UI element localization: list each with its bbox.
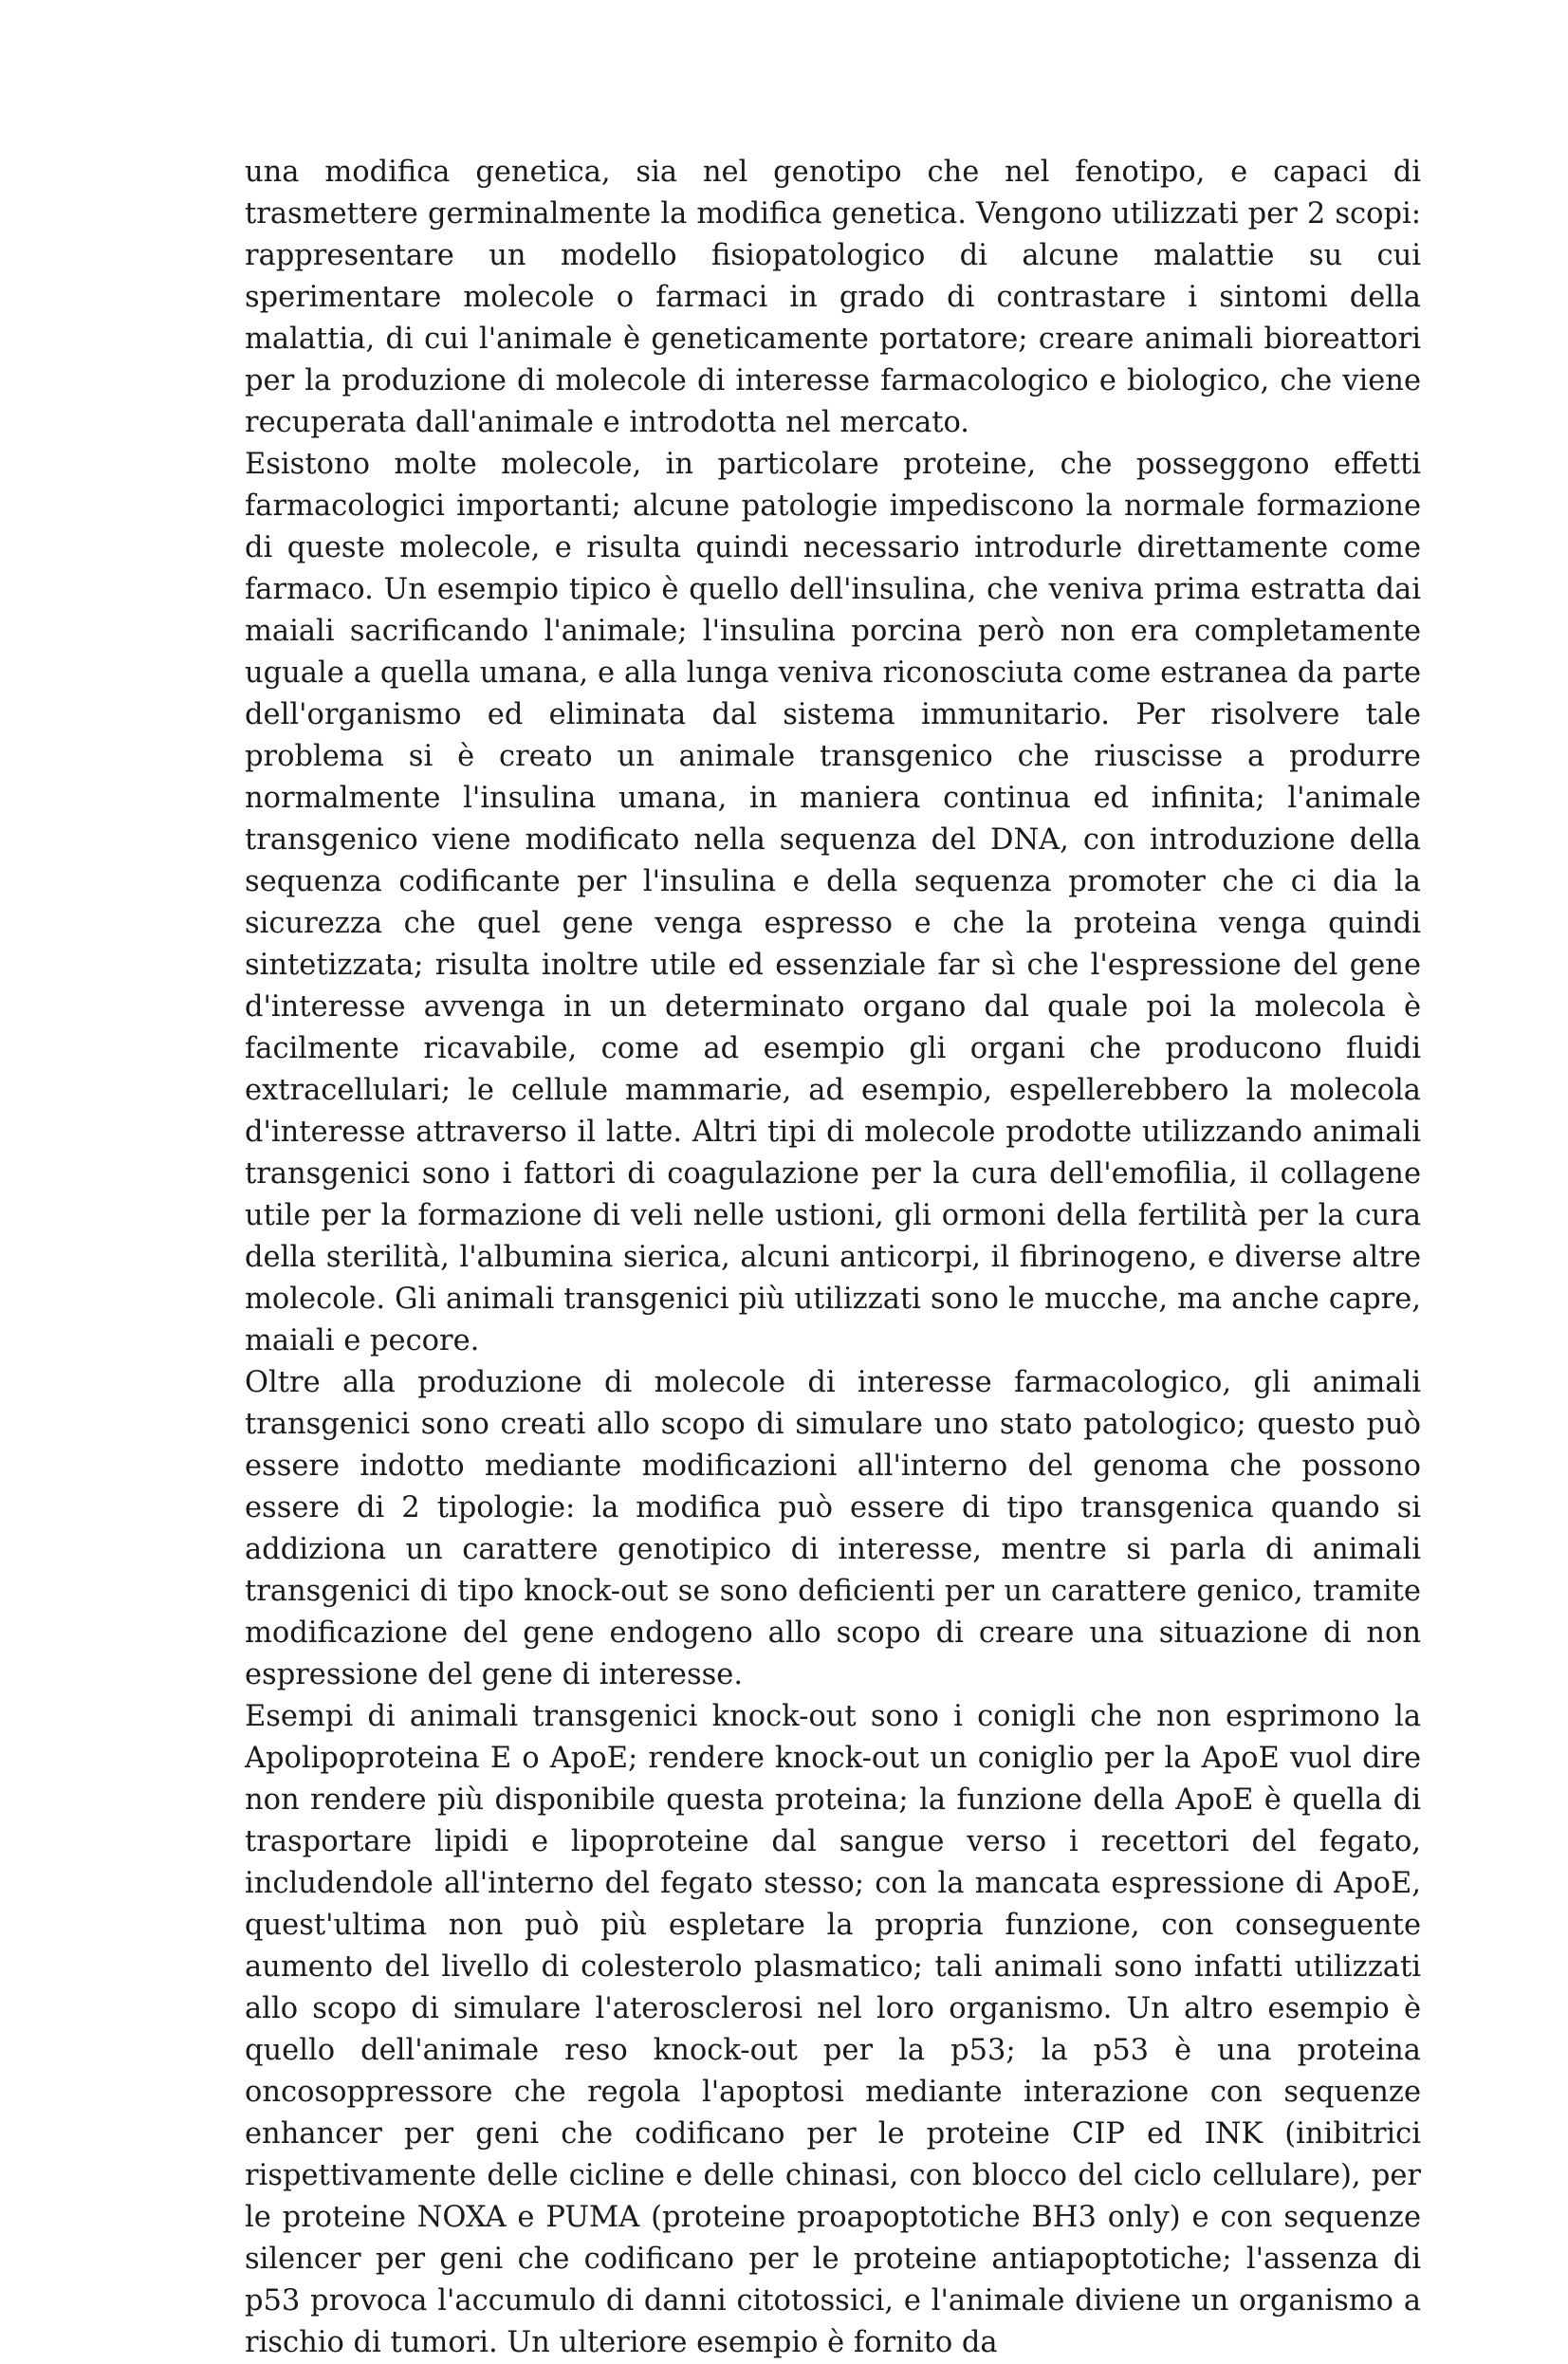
paragraph-3: Oltre alla produzione di molecole di interesse farmacologico, gli animali transgenici sono creati allo scopo di simulare uno stato patologico; questo può essere indotto mediante modificazioni all'interno del genoma che possono essere di 2 tipologie: la modifica può essere di tipo transgenica quando si addiziona un carattere genotipico di interesse, mentre si parla di animali transgenici di tipo knock-out se sono deficienti per un carattere genico, tramite modificazione del gene endogeno allo scopo di creare una situazione di non espressione del gene di interesse.	[245, 1366, 1421, 1691]
paragraph-2: Esistono molte molecole, in particolare proteine, che posseggono effetti farmacologici importanti; alcune patologie impediscono la normale formazione di queste molecole, e risulta quindi necessario introdurle direttamente come farmaco. Un esempio tipico è quello dell'insulina, che veniva prima estratta dai maiali sacrificando l'animale; l'insulina porcina però non era completamente uguale a quella umana, e alla lunga veniva riconosciuta come estranea da parte dell'organismo ed eliminata dal sistema immunitario. Per risolvere tale problema si è creato un animale transgenico che riuscisse a produrre normalmente l'insulina umana, in maniera continua ed infinita; l'animale transgenico viene modificato nella sequenza del DNA, con introduzione della sequenza codificante per l'insulina e della sequenza promoter che ci dia la sicurezza che quel gene venga espresso e che la proteina venga quindi sintetizzata; risulta inoltre utile ed essenziale far sì che l'espressione del gene d'interesse avvenga in un determinato organo dal quale poi la molecola è facilmente ricavabile, come ad esempio gli organi che producono fluidi extracellulari; le cellule mammarie, ad esempio, espellerebbero la molecola d'interesse attraverso il latte. Altri tipi di molecole prodotte utilizzando animali transgenici sono i fattori di coagulazione per la cura dell'emofilia, il collagene utile per la formazione di veli nelle ustioni, gli ormoni della fertilità per la cura della sterilità, l'albumina sierica, alcuni anticorpi, il fibrinogeno, e diverse altre molecole. Gli animali transgenici più utilizzati sono le mucche, ma anche capre, maiali e pecore.	[245, 448, 1421, 1357]
paragraph-1: una modifica genetica, sia nel genotipo che nel fenotipo, e capaci di trasmettere germinalmente la modifica genetica. Vengono utilizzati per 2 scopi: rappresentare un modello fisiopatologico di alcune malattie su cui sperimentare molecole o farmaci in grado di contrastare i sintomi della malattia, di cui l'animale è geneticamente portatore; creare animali bioreattori per la produzione di molecole di interesse farmacologico e biologico, che viene recuperata dall'animale e introdotta nel mercato.	[245, 156, 1421, 439]
body-text	[245, 152, 1421, 2364]
paragraph-4: Esempi di animali transgenici knock-out sono i conigli che non esprimono la Apolipoproteina E o ApoE; rendere knock-out un coniglio per la ApoE vuol dire non rendere più disponibile questa proteina; la funzione della ApoE è quella di trasportare lipidi e lipoproteine dal sangue verso i recettori del fegato, includendole all'interno del fegato stesso; con la mancata espressione di ApoE, quest'ultima non può più espletare la propria funzione, con conseguente aumento del livello di colesterolo plasmatico; tali animali sono infatti utilizzati allo scopo di simulare l'aterosclerosi nel loro organismo. Un altro esempio è quello dell'animale reso knock-out per la p53; la p53 è una proteina oncosoppressore che regola l'apoptosi mediante interazione con sequenze enhancer per geni che codificano per le proteine CIP ed INK (inibitrici rispettivamente delle cicline e delle chinasi, con blocco del ciclo cellulare), per le proteine NOXA e PUMA (proteine proapoptotiche BH3 only) e con sequenze silencer per geni che codificano per le proteine antiapoptotiche; l'assenza di p53 provoca l'accumulo di danni citotossici, e l'animale diviene un organismo a rischio di tumori. Un ulteriore esempio è fornito da	[245, 1700, 1421, 2359]
